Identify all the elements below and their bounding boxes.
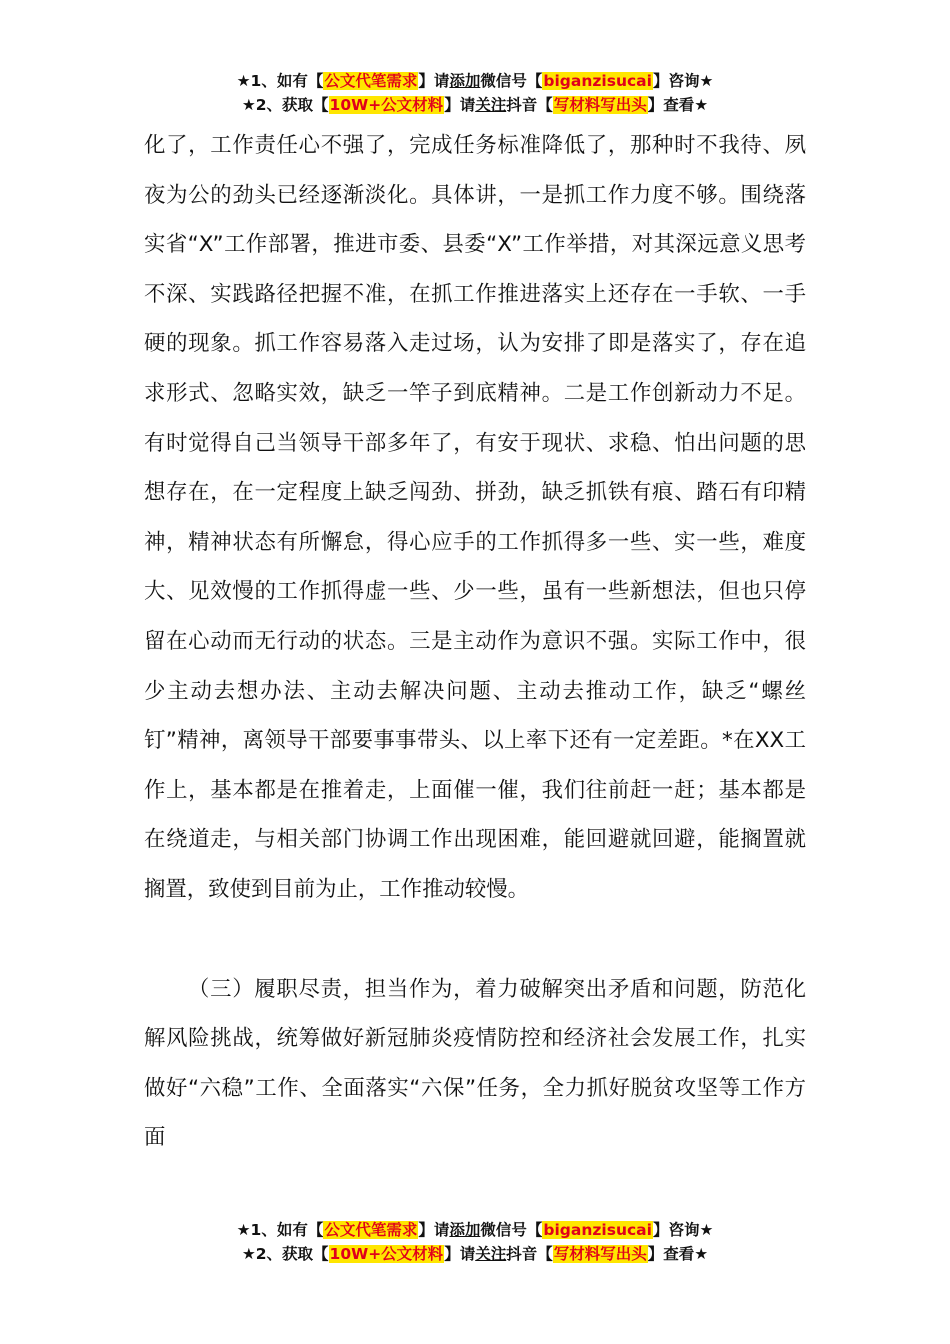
banner-text: ★1、如有【 <box>236 1221 324 1239</box>
banner-text: 微信号【 <box>480 72 543 90</box>
banner-text: 微信号【 <box>480 1221 543 1239</box>
highlight-materials: 10W+公文材料 <box>329 96 444 114</box>
paragraph-gap <box>144 915 806 965</box>
banner-line-1 <box>0 69 950 93</box>
banner-text: 】查看★ <box>647 96 709 114</box>
banner-text: 】请 <box>418 72 450 90</box>
underlined-text: 关注 <box>475 1245 507 1263</box>
highlight-douyin-account: 写材料写出头 <box>553 1245 647 1263</box>
banner-text: 】请 <box>444 96 476 114</box>
banner-text: ★2、获取【 <box>241 96 329 114</box>
highlight-douyin-account: 写材料写出头 <box>553 96 647 114</box>
section-heading-paragraph: （三）履职尽责，担当作为，着力破解突出矛盾和问题，防范化解风险挑战，统筹做好新冠肺炎疫情防控和经济社会发展工作，扎实做好“六稳”工作、全面落实“六保”任务，全力抓好脱贫攻坚等工作方面 <box>144 976 806 1151</box>
header-banner <box>0 69 950 117</box>
banner-text: 抖音【 <box>506 1245 553 1263</box>
banner-text: 】咨询★ <box>652 1221 714 1239</box>
banner-text: 】请 <box>444 1245 476 1263</box>
underlined-text: 添加 <box>449 72 481 90</box>
highlight-materials: 10W+公文材料 <box>329 1245 444 1263</box>
underlined-text: 关注 <box>475 96 507 114</box>
highlight-wechat-id: biganzisucai <box>543 72 652 90</box>
highlight-wechat-id: biganzisucai <box>543 1221 652 1239</box>
footer-banner <box>0 1218 950 1266</box>
banner-text: 】请 <box>418 1221 450 1239</box>
banner-text: ★2、获取【 <box>241 1245 329 1263</box>
paragraph: 化了，工作责任心不强了，完成任务标准降低了，那种时不我待、夙夜为公的劲头已经逐渐淡化。具体讲，一是抓工作力度不够。围绕落实省“X”工作部署，推进市委、县委“X”工作举措，对其深远意义思考不深、实践路径把握不准，在抓工作推进落实上还存在一手软、一手硬的现象。抓工作容易落入走过场，认为安排了即是落实了，存在追求形式、忽略实效，缺乏一竿子到底精神。二是工作创新动力不足。有时觉得自己当领导干部多年了，有安于现状、求稳、怕出问题的思想存在，在一定程度上缺乏闯劲、拼劲，缺乏抓铁有痕、踏石有印精神，精神状态有所懈怠，得心应手的工作抓得多一些、实一些，难度大、见效慢的工作抓得虚一些、少一些，虽有一些新想法，但也只停留在心动而无行动的状态。三是主动作为意识不强。实际工作中，很少主动去想办法、主动去解决问题、主动去推动工作，缺乏“螺丝钉”精神，离领导干部要事事带头、以上率下还有一定差距。*在XX工作上，基本都是在推着走，上面催一催，我们往前赶一赶；基本都是在绕道走，与相关部门协调工作出现困难，能回避就回避，能搁置就搁置，致使到目前为止，工作推动较慢。 <box>144 133 806 902</box>
banner-line-2 <box>0 93 950 117</box>
document-body <box>144 121 806 1163</box>
banner-text: 】查看★ <box>647 1245 709 1263</box>
banner-text: ★1、如有【 <box>236 72 324 90</box>
underlined-text: 添加 <box>449 1221 481 1239</box>
banner-line-1 <box>0 1218 950 1242</box>
banner-line-2 <box>0 1242 950 1266</box>
highlight-service: 公文代笔需求 <box>324 72 418 90</box>
banner-text: 抖音【 <box>506 96 553 114</box>
banner-text: 】咨询★ <box>652 72 714 90</box>
highlight-service: 公文代笔需求 <box>324 1221 418 1239</box>
